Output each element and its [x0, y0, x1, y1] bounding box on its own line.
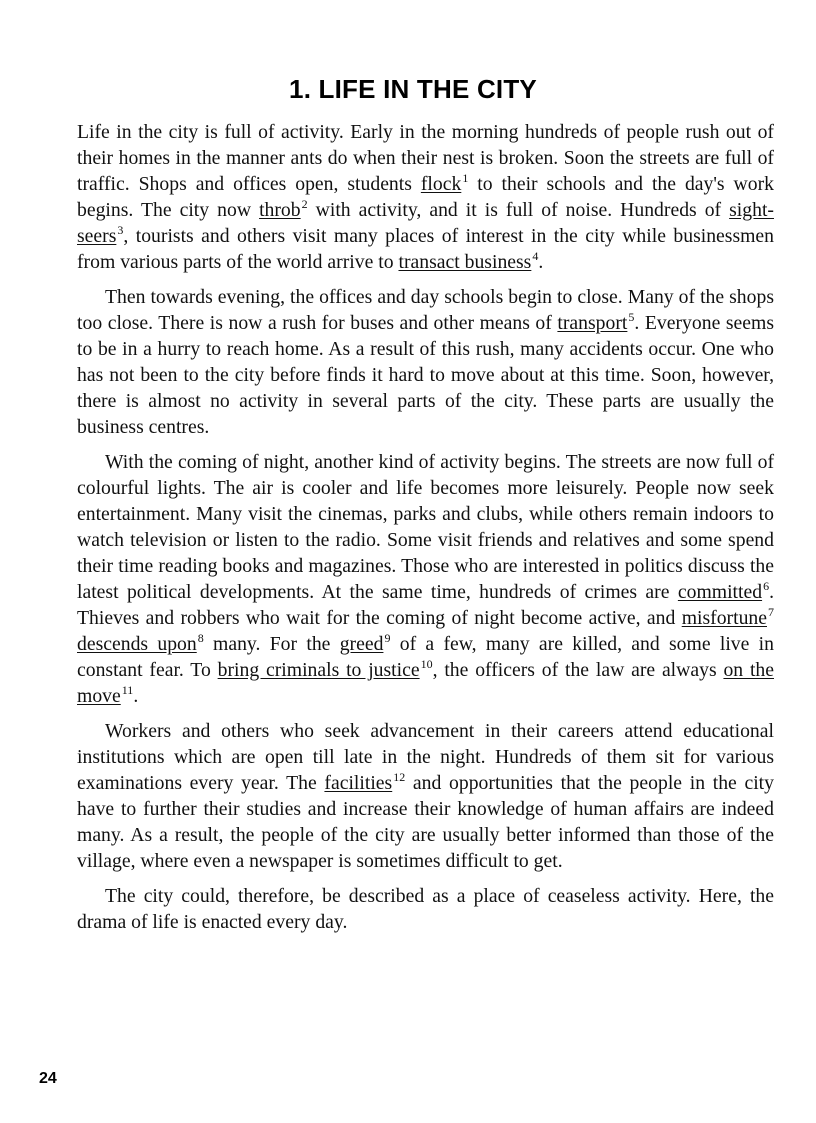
- glossed-term: transport: [557, 312, 628, 334]
- text-run: . Thieves and robbers who wait for the coming of night become active, and: [77, 581, 774, 629]
- glossed-term: flock: [420, 173, 462, 195]
- text-run: many. For the: [203, 633, 340, 655]
- page-number: 24: [39, 1070, 57, 1087]
- paragraph: [77, 718, 774, 874]
- paragraph: [77, 883, 774, 935]
- chapter-title: 1. LIFE IN THE CITY: [289, 74, 537, 104]
- text-run: of a few, many are killed, and some live in constant fear. To: [77, 633, 774, 681]
- glossed-term: throb: [259, 199, 301, 221]
- text-run: With the coming of night, another kind of activity begins. The streets are now full of colourful lights. The air is cooler and life becomes more leisurely. People now seek entertainment. Many visit the cinemas, parks and clubs, while others remain indoors to watch television or listen to the radio. Some visit friends and relatives and some spend their time reading books and magazines. Those who are interested in politics discuss the latest political developments. At the same time, hundreds of crimes are: [77, 451, 774, 603]
- glossed-term: facilities: [324, 772, 393, 794]
- footnote-marker: 12: [393, 770, 406, 785]
- glossed-term: greed: [339, 633, 384, 655]
- passage-body: [77, 119, 774, 944]
- text-run: .: [133, 685, 139, 707]
- glossed-term: bring criminals to justice: [217, 659, 420, 681]
- footnote-marker: 6: [763, 579, 770, 594]
- text-run: , tourists and others visit many places of interest in the city while businessmen from various parts of the world arrive to: [77, 225, 774, 273]
- text-run: to their schools and the day's work begins. The city now: [77, 173, 774, 221]
- footnote-marker: 2: [301, 197, 308, 212]
- footnote-marker: 3: [117, 223, 124, 238]
- footnote-marker: 5: [628, 310, 635, 325]
- footnote-marker: 8: [197, 631, 204, 646]
- glossed-term: transact business: [398, 251, 532, 273]
- glossed-term: descends upon: [77, 633, 197, 655]
- paragraph: [77, 119, 774, 275]
- glossed-term: on the move: [77, 659, 774, 707]
- text-run: . Everyone seems to be in a hurry to reach home. As a result of this rush, many accidents occur. One who has not been to the city before finds it hard to move about at this time. Soon, however, there is almost no activity in several parts of the city. These parts are usually the business centres.: [77, 312, 774, 438]
- footnote-marker: 11: [121, 683, 134, 698]
- glossed-term: sight-seers: [77, 199, 774, 247]
- footnote-marker: 1: [462, 171, 469, 186]
- text-run: The city could, therefore, be described as a place of ceaseless activity. Here, the drama of life is enacted every day.: [77, 885, 774, 933]
- glossed-term: committed: [677, 581, 763, 603]
- text-run: , the officers of the law are always: [432, 659, 724, 681]
- footnote-marker: 10: [420, 657, 433, 672]
- text-run: Life in the city is full of activity. Early in the morning hundreds of people rush out of their homes in the manner ants do when their nest is broken. Soon the streets are full of traffic. Shops and offices open, students: [77, 121, 774, 195]
- footnote-marker: 7: [768, 605, 774, 620]
- text-run: Then towards evening, the offices and day schools begin to close. Many of the shops too close. There is now a rush for buses and other means of: [77, 286, 774, 334]
- text-run: with activity, and it is full of noise. Hundreds of: [307, 199, 730, 221]
- text-run: .: [538, 251, 544, 273]
- glossed-term: misfortune: [681, 607, 767, 629]
- paragraph: [77, 449, 774, 709]
- text-run: Workers and others who seek advancement in their careers attend educational institutions which are open till late in the night. Hundreds of them sit for various examinations every year. The: [77, 720, 774, 794]
- footnote-marker: 9: [384, 631, 391, 646]
- paragraph: [77, 284, 774, 440]
- text-run: and opportunities that the people in the city have to further their studies and increase their knowledge of human affairs are indeed many. As a result, the people of the city are usually better informed than those of the village, where even a newspaper is sometimes difficult to get.: [77, 772, 774, 872]
- footnote-marker: 4: [532, 249, 539, 264]
